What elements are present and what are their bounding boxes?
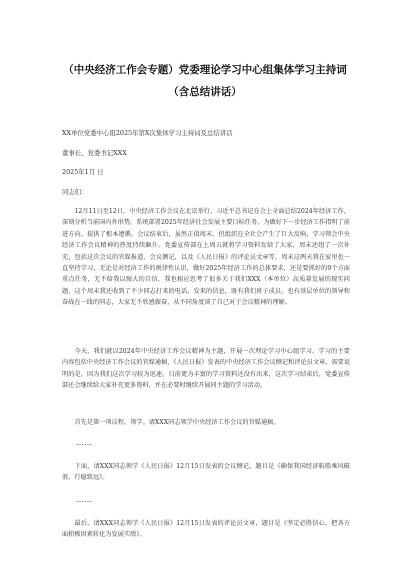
document-title-suffix: （含总结讲话） <box>168 86 242 98</box>
paragraph-agenda-1: 首先是第一项议程，领学。请XXX同志领学中央经济工作会议的官媒通稿。 <box>74 419 280 426</box>
paragraph-study-topic: 今天，我们就以2024年中央经济工作会议精神为主题，开展一次理论学习中心组学习。学习的主要内容包括中央经济工作会议的官媒通稿、《人民日报》发表的中央经济工作会议侧记和评论员文章。需要说明的是，因为我们这次学习较为迅速，目前更为丰富的学习资料还没有出来，这次学习结束后，党委宣传部还会继续给大家补充更多资料，并在必要时继续开展同主题的学习活动。 <box>62 348 350 390</box>
subheading: XX单位党委中心组2025年第X次集体学习主持词及总结讲话 <box>62 129 233 137</box>
document-title: （中央经济工作会专题）党委理论学习中心组集体学习主持词 <box>63 64 347 76</box>
presider-line: 董事长、党委书记XXX <box>62 149 127 157</box>
ellipsis: …… <box>76 438 92 447</box>
date-line: 2025年1月 日 <box>62 168 104 176</box>
paragraph-agenda-2: 下面，请XXX同志领学《人民日报》12月15日发表的会议侧记，题目是《确保我国经济航船乘风破浪、行稳致远》。 <box>62 463 350 482</box>
paragraph-agenda-3: 最后，请XXX同志领学《人民日报》12月15日发表的评论员文章，题目是《坚定必胜信心，把各方面积极因素转化为发展实绩》。 <box>62 520 350 539</box>
greeting: 同志们： <box>62 188 88 196</box>
paragraph-intro: 12月11日至12日，中央经济工作会议在北京举行。习近平总书记在会上全面总结2024年经济工作，深刻分析当前国内外形势，系统部署2025年经济社会发展主要目标任务，为做好下一步经济工作指明了前进方向、提供了根本遵循。会议结束后，虽然正值周末，但组织在全社会产生了巨大反响，学习领会中央经济工作会议精神的热度持续飙升。党委宣传部在上周五就将学习资料发给了大家，周末还组了一次补充，包括这次会议的官媒报道、会议侧记，以及《人民日报》的评论员文章等，周末这两天我在家里也一直坚持学习，无论是对经济工作的规律性认识，做好2025年经济工作的总体要求，还是要抓好的9个方面重点任务，无不给我以强大的自信，我也相应思考了很多关于我们XXX（本单位）高质量发展的现实问题，这个周末我还收到了不少同志打来的电话，发来的信息，既有我们班子成员，也有基层单位的领导和奋战在一线的同志，大家无不欣感振奋，从不同角度谈了自己对于会议精神的理解。 <box>62 208 350 307</box>
ellipsis: …… <box>76 495 92 504</box>
